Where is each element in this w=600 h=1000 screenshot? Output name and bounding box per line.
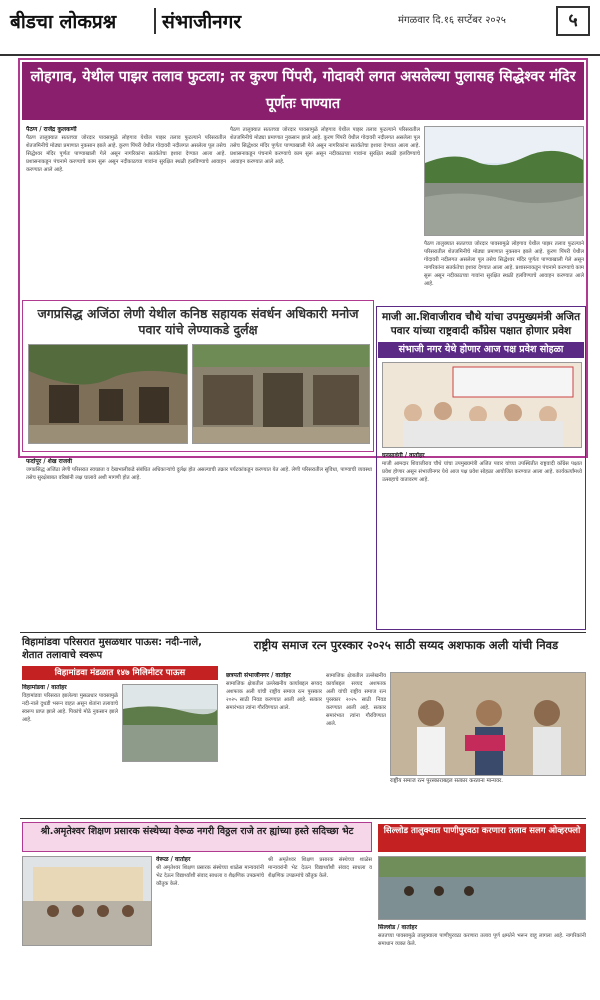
- water-dateline: सिल्लोड / वार्ताहर: [378, 924, 418, 931]
- lead-side-text: पैठण तालुक्यात सततच्या जोरदार पावसामुळे लोहगाव येथील पाझर तलाव फुटल्याने परिसरातील शेतजमिनीचे मोठ्या प्रमाणात नुकसान झाले आहे. कुरण पिंपरी येथील गोदावरी नदीलगत असलेला पूल तसेच सिद्धेश्वर मंदिर पूर्णतः पाण्याखाली गेले असून नागरिकांना सतर्कतेचा इशारा देण्यात आला आहे. प्रशासनाकडून पंचनामे करण्याचे काम सुरू असून नदीकाठच्या गावांना सुरक्षित स्थळी हलविण्याचे आवाहन करण्यात आले आहे.: [424, 241, 584, 287]
- award-photo: [390, 672, 586, 776]
- water-headline: सिल्लोड तालुक्यात पाणीपुरवठा करणारा तलाव सलग ओव्हरफ्लो: [378, 824, 586, 852]
- masthead: [0, 0, 600, 56]
- paper-name: बीडचा लोकप्रश्न: [10, 11, 117, 33]
- section-divider-2: [20, 818, 586, 819]
- rain-dateline: विहामांडवा / वार्ताहर: [22, 684, 67, 691]
- school-story-body: [156, 856, 264, 996]
- rain-story-body: [22, 684, 118, 814]
- paper-city: संभाजीनगर: [154, 8, 241, 34]
- ajanta-body-text: जगप्रसिद्ध अजिंठा लेणी परिसरात स्वच्छता व देखभालीकडे संबंधित अधिकाऱ्यांचे दुर्लक्ष होत असल्याची तक्रार पर्यटकांकडून करण्यात येत आहे. लेणी परिसरातील सुविधा, पाण्याची व्यवस्था तसेच सुरक्षेबाबत वरिष्ठांनी लक्ष घालावे अशी मागणी होत आहे.: [26, 467, 372, 481]
- issue-date: मंगळवार दि.१६ सप्टेंबर २०२५: [398, 15, 506, 26]
- lead-body-text-2: पैठण तालुक्यात सततच्या जोरदार पावसामुळे लोहगाव येथील पाझर तलाव फुटल्याने परिसरातील शेतजमिनीचे मोठ्या प्रमाणात नुकसान झाले आहे. कुरण पिंपरी येथील गोदावरी नदीलगत असलेला पूल तसेच सिद्धेश्वर मंदिर पूर्णतः पाण्याखाली गेले असून नागरिकांना सतर्कतेचा इशारा देण्यात आला आहे. प्रशासनाकडून पंचनामे करण्याचे काम सुरू असून नदीकाठच्या गावांना सुरक्षित स्थळी हलविण्याचे आवाहन करण्यात आले आहे.: [230, 127, 420, 165]
- school-body-text: श्री अमृतेश्वर शिक्षण प्रसारक संस्थेच्या शाळेस मान्यवरांनी भेट देऊन विद्यार्थ्यांशी संवाद साधला व शैक्षणिक उपक्रमांचे कौतुक केले.: [156, 865, 264, 887]
- water-body-text: सततच्या पावसामुळे तालुक्याला पाणीपुरवठा करणारा तलाव पूर्ण क्षमतेने भरून वाहू लागला आहे. नागरिकांनी समाधान व्यक्त केले.: [378, 933, 586, 947]
- lead-body-text: पैठण तालुक्यात सततच्या जोरदार पावसामुळे लोहगाव येथील पाझर तलाव फुटल्याने परिसरातील शेतजमिनीचे मोठ्या प्रमाणात नुकसान झाले आहे. कुरण पिंपरी येथील गोदावरी नदीलगत असलेला पूल तसेच सिद्धेश्वर मंदिर पूर्णतः पाण्याखाली गेले असून नागरिकांना सतर्कतेचा इशारा देण्यात आला आहे. प्रशासनाकडून पंचनामे करण्याचे काम सुरू असून नदीकाठच्या गावांना सुरक्षित स्थळी हलविण्याचे आवाहन करण्यात आले आहे.: [26, 135, 226, 173]
- lead-story-body-continued: [230, 126, 420, 296]
- award-story-body: [226, 672, 322, 812]
- lead-dateline: पैठण / राजेंद्र कुलकर्णी: [26, 126, 77, 133]
- school-photo: [22, 856, 152, 946]
- lead-story-body: [26, 126, 226, 296]
- award-story-body-2: [326, 672, 386, 812]
- ajanta-dateline: फर्दापूर / शेख राजवी: [26, 458, 73, 465]
- rain-headline: विहामांडवा परिसरात मुसळधार पाऊस: नदी-नाले, शेतात तलावाचे स्वरूप: [22, 637, 202, 661]
- page-number: ५: [556, 6, 590, 36]
- lead-headline: लोहगाव, येथील पाझर तलाव फुटला; तर कुरण पिंपरी, गोदावरी लगत असलेल्या पुलासह सिद्धेश्वर मंदिर पूर्णतः पाण्यात: [22, 62, 584, 120]
- lead-photo: [424, 126, 584, 236]
- ajanta-photo-2: [192, 344, 370, 444]
- congress-photo: [382, 362, 582, 448]
- section-divider: [20, 632, 586, 633]
- lead-story-side: [424, 240, 584, 296]
- award-caption: राष्ट्रीय समाज रत्न पुरस्काराबद्दल सत्कार करताना मान्यवर.: [390, 778, 504, 784]
- ajanta-story-body: [26, 458, 372, 628]
- ajanta-headline: जगप्रसिद्ध अजिंठा लेणी येथील कनिष्ठ सहायक संवर्धन अधिकारी मनोज पवार यांचे लेण्याकडे दुर्लक्ष: [37, 306, 359, 337]
- rain-red-bar: विहामांडवा मंडळात १४७ मिलिमीटर पाऊस: [22, 666, 218, 680]
- award-body-text-2: सामाजिक क्षेत्रातील उल्लेखनीय कार्याबद्दल सय्यद अशफाक अली यांची राष्ट्रीय समाज रत्न पुरस्कार २०२५ साठी निवड करण्यात आली आहे. सत्कार समारंभात त्यांना गौरविण्यात आले.: [326, 673, 386, 727]
- award-headline: राष्ट्रीय समाज रत्न पुरस्कार २०२५ साठी सय्यद अशफाक अली यांची निवड: [253, 638, 559, 652]
- school-body-text-2: श्री अमृतेश्वर शिक्षण प्रसारक संस्थेच्या शाळेस मान्यवरांनी भेट देऊन विद्यार्थ्यांशी संवाद साधला व शैक्षणिक उपक्रमांचे कौतुक केले.: [268, 857, 372, 879]
- water-photo: [378, 856, 586, 920]
- school-dateline: वेरूळ / वार्ताहर: [156, 856, 191, 863]
- congress-dateline: घनसावंगी / वार्ताहर: [382, 452, 425, 459]
- rain-body-text: विहामांडवा परिसरात झालेल्या मुसळधार पावसामुळे नदी-नाले दुथडी भरून वाहत असून शेतांना तलावाचे स्वरूप प्राप्त झाले आहे. पिकांचे मोठे नुकसान झाले आहे.: [22, 693, 118, 723]
- congress-body-text: माजी आमदार शिवाजीराव चौथे यांचा उपमुख्यमंत्री अजित पवार यांच्या उपस्थितीत राष्ट्रवादी काँग्रेस पक्षात प्रवेश होणार असून संभाजीनगर येथे आज पक्ष प्रवेश सोहळा आयोजित करण्यात आला आहे. कार्यकर्त्यांमध्ये उत्साहाचे वातावरण आहे.: [382, 461, 582, 483]
- ajanta-photo-1: [28, 344, 188, 444]
- award-dateline: छत्रपती संभाजीनगर / वार्ताहर: [226, 672, 291, 679]
- school-story-body-2: [268, 856, 372, 996]
- congress-subhead: संभाजी नगर येथे होणार आज पक्ष प्रवेश सोहळा: [378, 342, 584, 358]
- congress-story-body: [382, 452, 582, 626]
- water-story-body: [378, 924, 586, 996]
- award-body-text: सामाजिक क्षेत्रातील उल्लेखनीय कार्याबद्दल सय्यद अशफाक अली यांची राष्ट्रीय समाज रत्न पुरस्कार २०२५ साठी निवड करण्यात आली आहे. सत्कार समारंभात त्यांना गौरविण्यात आले.: [226, 681, 322, 711]
- rain-photo: [122, 684, 218, 762]
- congress-headline: माजी आ.शिवाजीराव चौथे यांचा उपमुख्यमंत्री अजित पवार यांच्या राष्ट्रवादी काँग्रेस पक्षात होणार प्रवेश: [381, 311, 581, 337]
- school-headline: श्री.अमृतेश्वर शिक्षण प्रसारक संस्थेच्या वेरूळ नगरी विठ्ठल राजे तर ह्यांच्या हस्ते सदिच्छा भेट: [40, 826, 354, 837]
